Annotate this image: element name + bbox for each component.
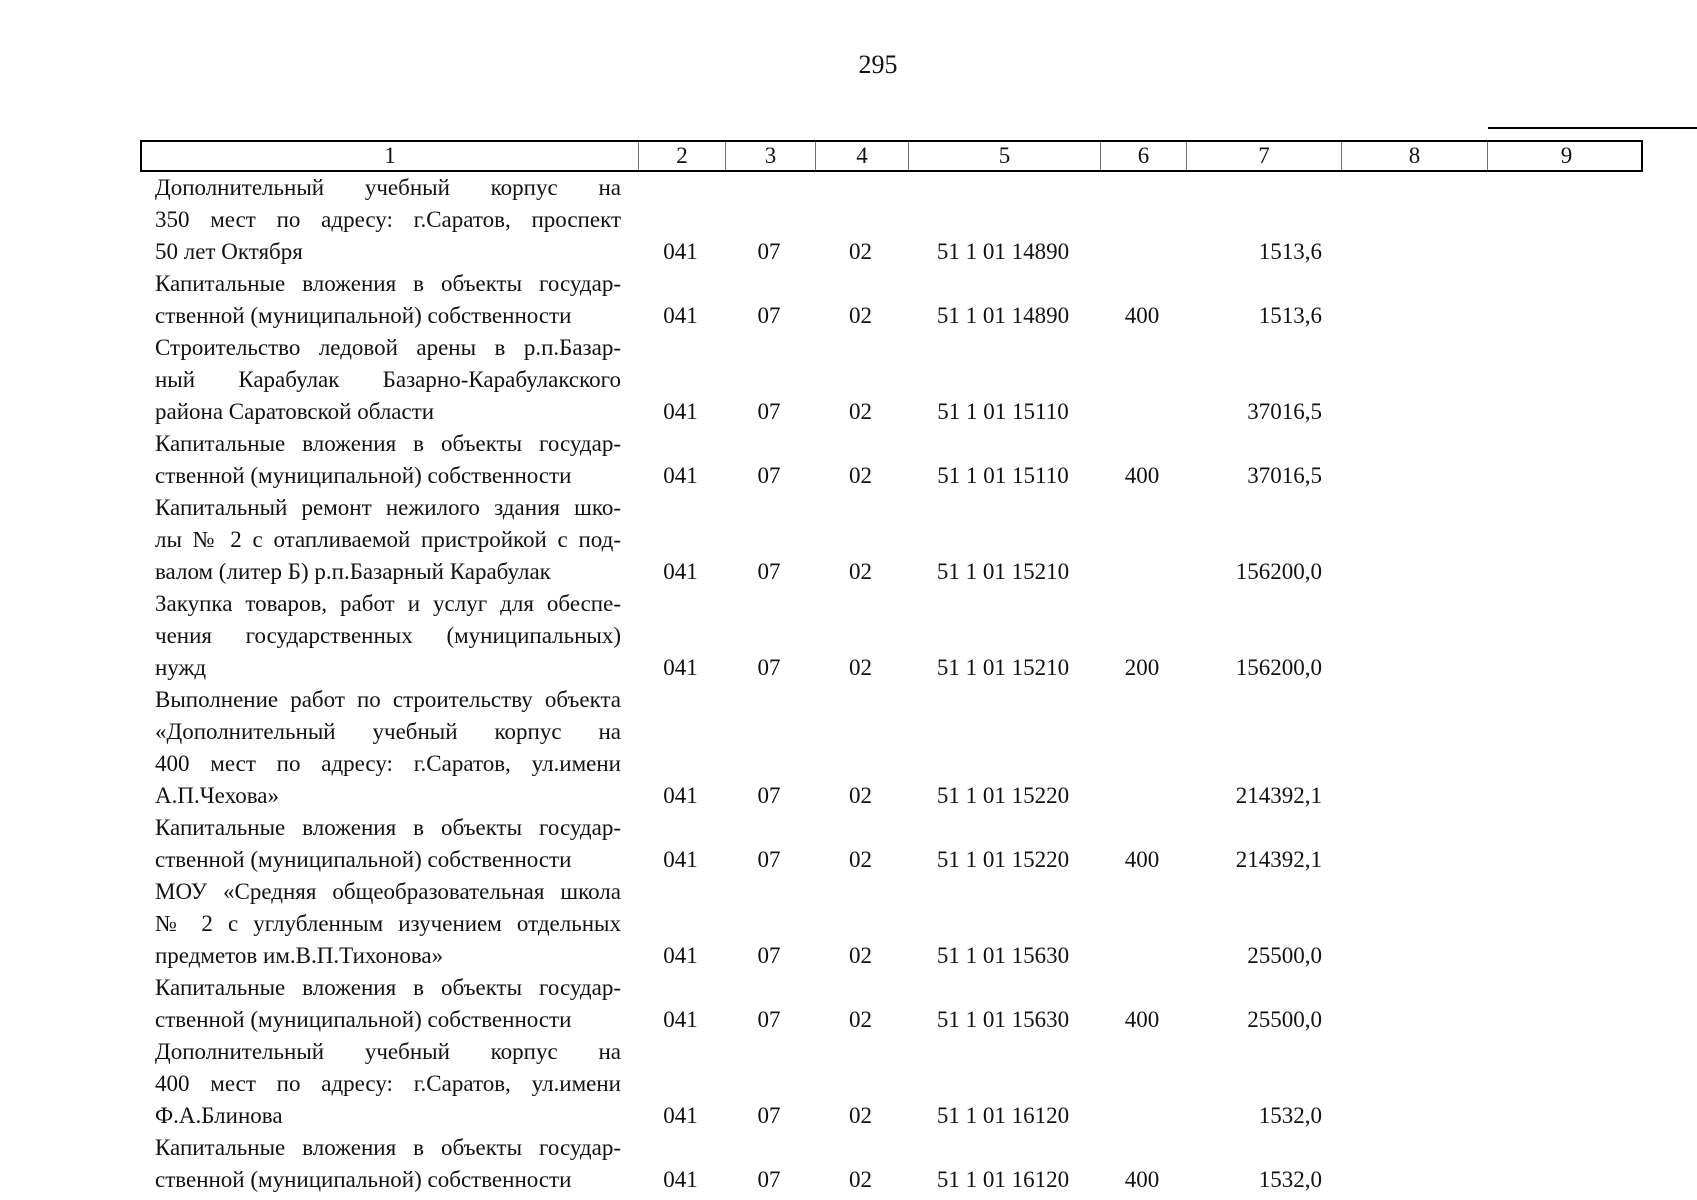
cell-c3: 07 — [757, 1167, 781, 1192]
description-line: района Саратовской области — [155, 399, 435, 424]
cell-c7: 25500,0 — [1247, 943, 1322, 968]
cell-c7: 214392,1 — [1235, 847, 1322, 872]
cell-c6: 200 — [1124, 655, 1160, 680]
cell-c5: 51 1 01 15220 — [936, 847, 1070, 872]
description-line: 50 лет Октября — [155, 239, 303, 264]
cell-c4: 02 — [849, 1103, 872, 1128]
description-line: МОУ «Средняя общеобразовательная школа — [155, 879, 621, 904]
cell-c2: 041 — [663, 1103, 698, 1128]
table-row — [140, 684, 1643, 812]
row-description — [140, 492, 637, 588]
description-line: 400 мест по адресу: г.Саратов, ул.имени — [155, 1071, 621, 1096]
budget-table — [140, 140, 1643, 1196]
table-row — [140, 428, 1643, 492]
row-description — [140, 428, 637, 492]
table-row — [140, 1132, 1643, 1196]
cell-c6: 400 — [1124, 847, 1160, 872]
cell-c2: 041 — [663, 847, 698, 872]
cell-c4: 02 — [849, 399, 872, 424]
description-line: Капитальные вложения в объекты государ- — [155, 431, 621, 456]
table-row — [140, 812, 1643, 876]
cell-c5: 51 1 01 16120 — [936, 1167, 1070, 1192]
table-row — [140, 972, 1643, 1036]
description-line: Дополнительный учебный корпус на — [155, 1039, 621, 1064]
header-cell-1: 1 — [142, 142, 639, 170]
cell-c5: 51 1 01 15220 — [936, 783, 1070, 808]
header-cell-7: 7 — [1187, 142, 1342, 170]
cell-c2: 041 — [663, 655, 698, 680]
cell-c5: 51 1 01 15630 — [936, 943, 1070, 968]
description-line: Капитальный ремонт нежилого здания шко- — [155, 495, 621, 520]
description-line: чения государственных (муниципальных) — [155, 623, 621, 648]
description-line: ственной (муниципальной) собственности — [155, 1007, 572, 1032]
description-line: лы № 2 с отапливаемой пристройкой с под- — [155, 527, 621, 552]
header-cell-8: 8 — [1342, 142, 1488, 170]
cell-c4: 02 — [849, 303, 872, 328]
description-line: Капитальные вложения в объекты государ- — [155, 271, 621, 296]
description-line: 400 мест по адресу: г.Саратов, ул.имени — [155, 751, 621, 776]
cell-c6: 400 — [1124, 463, 1160, 488]
description-line: А.П.Чехова» — [155, 783, 279, 808]
description-line: валом (литер Б) р.п.Базарный Карабулак — [155, 559, 551, 584]
table-row — [140, 172, 1643, 268]
cell-c4: 02 — [849, 655, 872, 680]
description-line: Строительство ледовой арены в р.п.Базар- — [155, 335, 621, 360]
row-description — [140, 1132, 637, 1196]
cell-c3: 07 — [757, 559, 781, 584]
cell-c2: 041 — [663, 303, 698, 328]
cell-c7: 37016,5 — [1247, 399, 1322, 424]
cell-c4: 02 — [849, 1167, 872, 1192]
description-line: ственной (муниципальной) собственности — [155, 463, 572, 488]
header-cell-3: 3 — [726, 142, 816, 170]
cell-c2: 041 — [663, 399, 698, 424]
cell-c5: 51 1 01 16120 — [936, 1103, 1070, 1128]
description-line: Выполнение работ по строительству объекта — [155, 687, 621, 712]
cell-c7: 37016,5 — [1247, 463, 1322, 488]
cell-c4: 02 — [849, 847, 872, 872]
cell-c3: 07 — [757, 303, 781, 328]
cell-c4: 02 — [849, 783, 872, 808]
cell-c7: 1532,0 — [1258, 1167, 1322, 1192]
cell-c3: 07 — [757, 463, 781, 488]
description-line: Дополнительный учебный корпус на — [155, 175, 621, 200]
cell-c6: 400 — [1124, 1007, 1160, 1032]
cell-c7: 1513,6 — [1258, 239, 1322, 264]
row-description — [140, 172, 637, 268]
cell-c2: 041 — [663, 943, 698, 968]
header-cell-9: 9 — [1560, 143, 1573, 168]
cell-c2: 041 — [663, 1167, 698, 1192]
cell-c5: 51 1 01 14890 — [936, 303, 1070, 328]
row-description — [140, 588, 637, 684]
row-description — [140, 332, 637, 428]
description-line: предметов им.В.П.Тихонова» — [155, 943, 444, 968]
cell-c3: 07 — [757, 239, 781, 264]
table-body — [140, 172, 1643, 1196]
cell-c4: 02 — [849, 1007, 872, 1032]
description-line: Ф.А.Блинова — [155, 1103, 283, 1128]
cell-c7: 214392,1 — [1235, 783, 1322, 808]
cell-c7: 1532,0 — [1258, 1103, 1322, 1128]
row-description — [140, 972, 637, 1036]
table-row — [140, 876, 1643, 972]
cell-c4: 02 — [849, 559, 872, 584]
cell-c6: 400 — [1124, 1167, 1160, 1192]
cell-c7: 156200,0 — [1235, 655, 1322, 680]
cell-c3: 07 — [757, 655, 781, 680]
cell-c7: 156200,0 — [1235, 559, 1322, 584]
table-row — [140, 588, 1643, 684]
cell-c3: 07 — [757, 1007, 781, 1032]
description-line: Закупка товаров, работ и услуг для обеспе- — [155, 591, 621, 616]
header-cell-4: 4 — [816, 142, 909, 170]
cell-c2: 041 — [663, 559, 698, 584]
cell-c5: 51 1 01 15210 — [936, 559, 1070, 584]
description-line: ственной (муниципальной) собственности — [155, 303, 572, 328]
cell-c3: 07 — [757, 783, 781, 808]
cell-c3: 07 — [757, 943, 781, 968]
header-cell-5: 5 — [909, 142, 1101, 170]
table-row — [140, 332, 1643, 428]
cell-c4: 02 — [849, 463, 872, 488]
cell-c3: 07 — [757, 847, 781, 872]
cell-c5: 51 1 01 15210 — [936, 655, 1070, 680]
description-line: нужд — [155, 655, 207, 680]
cell-c4: 02 — [849, 239, 872, 264]
description-line: Капитальные вложения в объекты государ- — [155, 1135, 621, 1160]
table-header-row — [140, 140, 1643, 172]
row-description — [140, 684, 637, 812]
cell-c3: 07 — [757, 1103, 781, 1128]
table-row — [140, 492, 1643, 588]
row-description — [140, 876, 637, 972]
cell-c2: 041 — [663, 1007, 698, 1032]
cell-c3: 07 — [757, 399, 781, 424]
top-right-rule — [1488, 127, 1697, 129]
description-line: ственной (муниципальной) собственности — [155, 1167, 572, 1192]
row-description — [140, 812, 637, 876]
table-row — [140, 268, 1643, 332]
cell-c5: 51 1 01 15630 — [936, 1007, 1070, 1032]
page-number: 295 — [858, 50, 898, 79]
cell-c2: 041 — [663, 463, 698, 488]
table-row — [140, 1036, 1643, 1132]
cell-c2: 041 — [663, 783, 698, 808]
cell-c4: 02 — [849, 943, 872, 968]
cell-c7: 1513,6 — [1258, 303, 1322, 328]
row-description — [140, 1036, 637, 1132]
cell-c5: 51 1 01 14890 — [936, 239, 1070, 264]
header-cell-2: 2 — [639, 142, 726, 170]
description-line: № 2 с углубленным изучением отдельных — [155, 911, 621, 936]
description-line: Капитальные вложения в объекты государ- — [155, 815, 621, 840]
row-description — [140, 268, 637, 332]
description-line: ственной (муниципальной) собственности — [155, 847, 572, 872]
cell-c7: 25500,0 — [1247, 1007, 1322, 1032]
description-line: ный Карабулак Базарно-Карабулакского — [155, 367, 621, 392]
cell-c2: 041 — [663, 239, 698, 264]
description-line: 350 мест по адресу: г.Саратов, проспект — [155, 207, 621, 232]
cell-c5: 51 1 01 15110 — [937, 463, 1069, 488]
description-line: «Дополнительный учебный корпус на — [155, 719, 621, 744]
cell-c5: 51 1 01 15110 — [937, 399, 1069, 424]
description-line: Капитальные вложения в объекты государ- — [155, 975, 621, 1000]
cell-c6: 400 — [1124, 303, 1160, 328]
header-cell-6: 6 — [1101, 142, 1187, 170]
